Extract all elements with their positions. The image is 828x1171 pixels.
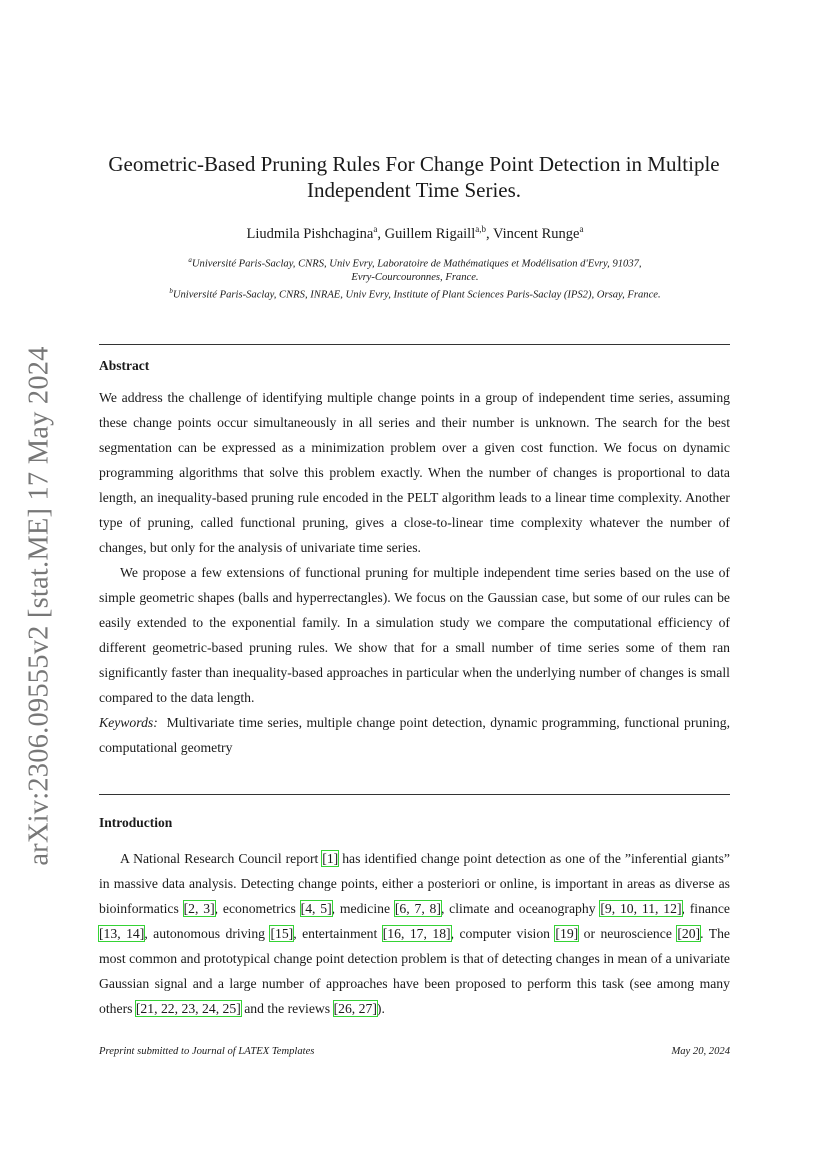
citation-link[interactable]: [9, 10, 11, 12] [600,901,682,916]
citation-link[interactable]: [13, 14] [99,926,145,941]
keywords-line [99,710,730,760]
paper-title [70,151,758,203]
affiliation-b: $^b$Université Paris-Saclay, CNRS, INRAE, Univ Evry, Institute of Plant Sciences Paris-Saclay (IPS2), Orsay, France. [169,286,661,301]
abstract-heading: Abstract [99,358,150,373]
citation-link[interactable]: [16, 17, 18] [382,926,451,941]
keywords-text: Multivariate time series, multiple change point detection, dynamic programming, functional pruning, computational geometry [99,715,730,755]
affiliation-a-continued: Evry-Courcouronnes, France. [351,272,479,284]
author-list: Liudmila Pishchagina$^a$, Guillem Rigaill$^{a,b}$, Vincent Runge$^a$ [246,224,584,242]
abstract-paragraph-2: We propose a few extensions of functional pruning for multiple independent time series based on the use of simple geometric shapes (balls and hyperrectangles). We focus on the Gaussian case, but some of our rules can be easily extended to the exponential family. In a simulation study we compare the computational efficiency of different geometric-based pruning rules. We show that for a small number of time series some of them ran significantly faster than inequality-based approaches in particular when the underlying number of changes is small compared to the data length. [99,565,730,705]
citation-link[interactable]: [19] [555,926,579,941]
affiliation-a: $^a$Université Paris-Saclay, CNRS, Univ Evry, Laboratoire de Mathématiques et Modélisation d'Evry, 91037, [188,256,642,270]
abstract-bottom-rule [99,794,730,795]
citation-link[interactable]: [20] [677,926,701,941]
author-name: Guillem Rigaill [384,225,476,242]
citation-link[interactable]: [4, 5] [300,901,332,916]
author-name: Liudmila Pishchagina [246,225,374,242]
author-affiliation-mark: a [373,224,378,234]
footer-preprint-note: Preprint submitted to Journal of LATEX Templates [99,1046,315,1057]
author-affiliation-mark: a [579,224,584,234]
affiliations [100,254,730,302]
author-name: Vincent Runge [492,225,580,242]
introduction-paragraph: A National Research Council report [1] has identified change point detection as one of the ”inferential giants” in massive data analysis. Detecting change points, either a posteriori or online, is important in areas as diverse as bioinformatics [2, 3], econometrics [4, 5], medicine [6, 7, 8], climate and oceanography [9, 10, 11, 12], finance [13, 14], autonomous driving [15], entertainment [16, 17, 18], computer vision [19] or neuroscience [20]. The most common and prototypical change point detection problem is that of detecting changes in mean of a univariate Gaussian signal and a large number of approaches have been proposed to perform this task (see among many others [21, 22, 23, 24, 25] and the reviews [26, 27]). [99,851,731,1016]
citation-link[interactable]: [1] [322,851,339,866]
title-line-1: Geometric-Based Pruning Rules For Change Point Detection in Multiple [108,152,720,176]
keywords-label: Keywords: [99,715,158,730]
arxiv-identifier-stamp [16,348,64,864]
arxiv-id-text: arXiv:2306.09555v2 [stat.ME] 17 May 2024 [24,346,56,866]
introduction-body [99,846,730,1021]
title-line-2: Independent Time Series. [306,178,522,202]
citation-link[interactable]: [21, 22, 23, 24, 25] [135,1001,241,1016]
introduction-heading: Introduction [99,815,173,830]
abstract-paragraph-1: We address the challenge of identifying multiple change points in a group of independent time series, assuming these change points occur simultaneously in all series and their number is unknown. The search for the best segmentation can be expressed as a minimization problem over a given cost function. We focus on dynamic programming algorithms that solve this problem exactly. When the number of changes is proportional to data length, an inequality-based pruning rule encoded in the PELT algorithm leads to a linear time complexity. Another type of pruning, called functional pruning, gives a close-to-linear time complexity whatever the number of changes, but only for the analysis of univariate time series. [99,390,730,555]
citation-link[interactable]: [6, 7, 8] [394,901,441,916]
abstract-body [99,385,730,760]
author-affiliation-mark: a,b [475,224,486,234]
abstract-top-rule [99,344,730,345]
citation-link[interactable]: [2, 3] [183,901,215,916]
footer-date: May 20, 2024 [671,1046,730,1057]
citation-link[interactable]: [26, 27] [333,1001,377,1016]
citation-link[interactable]: [15] [270,926,294,941]
